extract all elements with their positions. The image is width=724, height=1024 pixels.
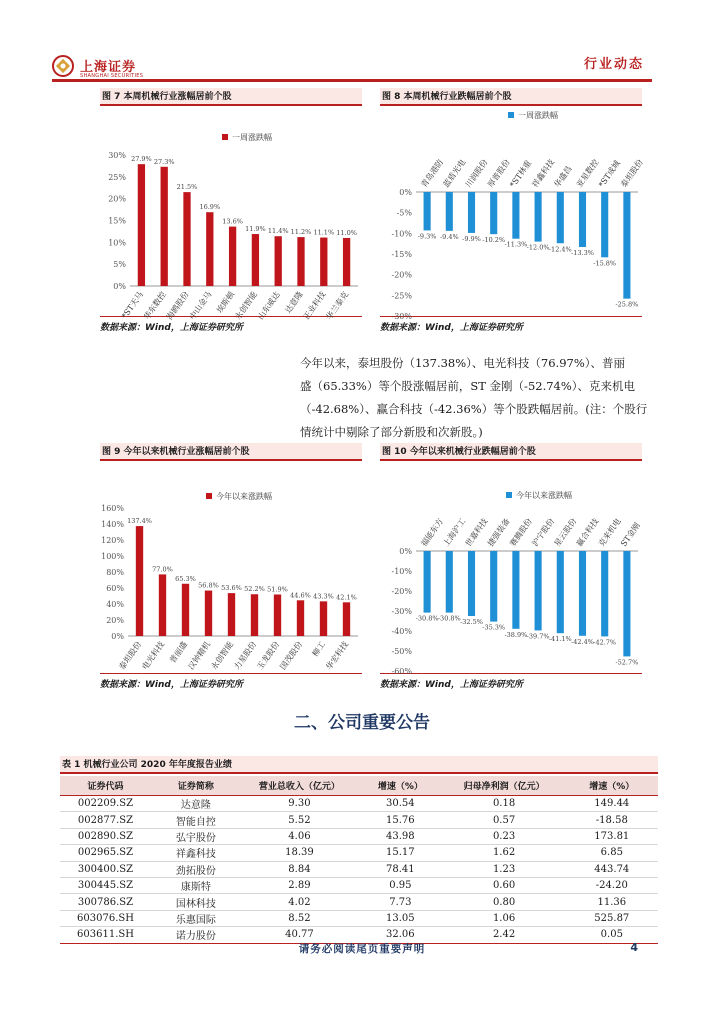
table-cell: 5.52	[241, 812, 358, 828]
bar	[228, 593, 235, 636]
bar	[468, 192, 475, 233]
table-cell: 国林科技	[151, 894, 241, 910]
y-tick-label: 0%	[113, 282, 126, 291]
table-cell: 7.73	[358, 894, 442, 910]
table-cell: 32.06	[358, 927, 442, 943]
x-tick-label: 上海沪工	[441, 516, 468, 549]
footer-disclaimer: 请务必阅读尾页重要声明	[298, 943, 426, 955]
table-cell: 1.23	[443, 861, 566, 877]
table-header-row	[60, 776, 658, 796]
table-cell: 78.41	[358, 861, 442, 877]
table-cell: 0.60	[443, 877, 566, 893]
bar	[512, 192, 519, 239]
table-cell: 173.81	[566, 828, 658, 844]
table-cell: 6.85	[566, 845, 658, 861]
data-label: 11.2%	[290, 228, 312, 237]
data-label: -13.3%	[571, 248, 594, 257]
x-tick-label: 福能东方	[419, 516, 446, 549]
figure-7-title: 图 7 本周机械行业涨幅居前个股	[100, 88, 362, 106]
bar	[623, 192, 630, 299]
legend-label: 今年以来涨跌幅	[216, 492, 272, 501]
table-cell: 劲拓股份	[151, 861, 241, 877]
x-tick-label: 电光科技	[140, 639, 167, 672]
table-cell: 诺力股份	[151, 927, 241, 943]
bar	[205, 591, 212, 636]
x-tick-label: 玉龙股份	[255, 639, 282, 672]
data-label: 56.8%	[198, 581, 219, 590]
paragraph-line: 今年以来，泰坦股份（137.38%）、电光科技（76.97%）、普丽	[300, 356, 626, 370]
bar	[343, 238, 350, 286]
y-tick-label: 60%	[106, 584, 124, 593]
table-cell: 智能自控	[151, 812, 241, 828]
table-cell: 40.77	[241, 927, 358, 943]
x-tick-label: 世嘉科技	[463, 516, 490, 549]
bar	[136, 526, 143, 636]
bar	[623, 551, 630, 656]
table-cell: 30.54	[358, 796, 442, 812]
table-title: 表 1 机械行业公司 2020 年年度报告业绩	[60, 756, 658, 774]
table-cell: 4.06	[241, 828, 358, 844]
bar	[320, 238, 327, 286]
bar	[579, 192, 586, 247]
x-tick-label: 埃斯顿	[215, 289, 237, 315]
data-label: -30.8%	[437, 614, 461, 623]
y-tick-label: -5%	[396, 208, 412, 218]
data-label: 77.0%	[152, 565, 173, 574]
column-header: 证券简称	[151, 776, 241, 796]
y-tick-label: -10%	[391, 567, 412, 576]
legend-swatch	[206, 493, 212, 499]
table-cell: 1.06	[443, 910, 566, 926]
table-cell: 300786.SZ	[60, 894, 151, 910]
table-cell: 15.17	[358, 845, 442, 861]
table-cell: 8.84	[241, 861, 358, 877]
data-label: 11.0%	[336, 228, 357, 237]
x-tick-label: 永创智能	[233, 289, 260, 322]
x-tick-label: 国茂股份	[278, 639, 305, 672]
bar	[424, 551, 431, 613]
data-label: 27.9%	[131, 155, 152, 164]
table-cell: 18.39	[241, 845, 358, 861]
x-tick-label: 正业科技	[301, 289, 328, 322]
company-logo	[52, 52, 192, 82]
table-cell: 525.87	[566, 910, 658, 926]
bar	[159, 574, 166, 636]
data-label: -35.3%	[482, 623, 506, 632]
x-tick-label: 达意隆	[283, 289, 305, 315]
data-label: 11.1%	[313, 228, 335, 237]
x-tick-label: 沪宁股份	[530, 516, 557, 549]
table-cell: 0.18	[443, 796, 566, 812]
table-cell: 149.44	[566, 796, 658, 812]
table-row	[60, 845, 658, 861]
table-cell: 0.05	[566, 927, 658, 943]
data-label: -41.1%	[548, 635, 572, 644]
logo-subtitle: SHANGHAI SECURITIES	[80, 73, 144, 79]
paragraph-line: （-42.68%）、赢合科技（-42.36%）等个股跌幅居前。(注：个股行	[300, 402, 648, 416]
data-label: -12.0%	[526, 243, 550, 252]
table-row	[60, 796, 658, 812]
table-cell: 0.57	[443, 812, 566, 828]
column-header: 归母净利润（亿元）	[443, 776, 566, 796]
table-cell: -24.20	[566, 877, 658, 893]
legend-label: 今年以来涨跌幅	[516, 491, 572, 500]
bar	[601, 551, 608, 636]
x-tick-label: 赛腾股份	[508, 516, 534, 549]
column-header: 增速（%）	[566, 776, 658, 796]
table-cell: 2.89	[241, 877, 358, 893]
figure-8-chart	[380, 106, 645, 321]
y-tick-label: 80%	[106, 568, 124, 577]
column-header: 证券代码	[60, 776, 151, 796]
x-tick-label: 普丽盛	[168, 639, 190, 665]
x-tick-label: *ST成城	[596, 158, 623, 190]
table-cell: 1.62	[443, 845, 566, 861]
table-cell: 300445.SZ	[60, 877, 151, 893]
data-label: -9.4%	[439, 232, 459, 241]
bar	[252, 234, 259, 286]
bar	[446, 192, 453, 231]
bar	[446, 551, 453, 613]
figure-9-chart	[100, 461, 362, 672]
x-tick-label: 泰坦股份	[117, 639, 144, 672]
y-tick-label: 20%	[106, 616, 124, 625]
data-label: -38.9%	[504, 630, 528, 639]
data-label: -9.9%	[462, 234, 481, 243]
table-cell: 603611.SH	[60, 927, 151, 943]
legend-swatch	[506, 492, 512, 498]
y-tick-label: -15%	[391, 250, 412, 259]
y-tick-label: 40%	[106, 600, 124, 609]
bar	[161, 167, 168, 286]
table-cell: 300400.SZ	[60, 861, 151, 877]
bar	[512, 551, 519, 629]
data-label: 27.3%	[153, 157, 175, 166]
y-tick-label: 25%	[108, 172, 126, 182]
page-number: 4	[630, 941, 638, 954]
figure-7-chart	[100, 106, 362, 322]
paragraph-line: 情统计中剔除了部分新股和次新股。)	[300, 425, 483, 439]
data-label: -15.8%	[593, 259, 617, 268]
data-label: -39.7%	[526, 632, 550, 641]
table-cell: 443.74	[566, 861, 658, 877]
table-cell: 002209.SZ	[60, 796, 151, 812]
x-tick-label: 山东威达	[256, 289, 282, 322]
bar	[251, 594, 258, 636]
table-row	[60, 828, 658, 844]
x-tick-label: 星云股份	[552, 516, 579, 549]
table-cell: 002890.SZ	[60, 828, 151, 844]
bar	[297, 600, 304, 636]
y-tick-label: 30%	[108, 151, 126, 160]
data-label: 11.4%	[267, 227, 289, 236]
table-cell: -18.58	[566, 812, 658, 828]
table-cell: 9.30	[241, 796, 358, 812]
bar	[424, 192, 431, 230]
x-tick-label: ST金刚	[619, 521, 642, 549]
table-cell: 0.80	[443, 894, 566, 910]
table-cell: 11.36	[566, 894, 658, 910]
x-tick-label: 青岛港防	[419, 157, 446, 190]
y-tick-label: 160%	[101, 504, 124, 513]
x-tick-label: 蓝盾光电	[441, 157, 468, 190]
table-cell: 002965.SZ	[60, 845, 151, 861]
table-cell: 弘宇股份	[151, 828, 241, 844]
legend-swatch	[508, 112, 514, 118]
section-title: 二、公司重要公告	[294, 713, 430, 733]
table-cell: 2.42	[443, 927, 566, 943]
y-tick-label: 140%	[101, 520, 124, 529]
y-tick-label: 120%	[101, 536, 124, 545]
y-tick-label: -20%	[391, 270, 412, 280]
table-cell: 达意隆	[151, 796, 241, 812]
table-row	[60, 861, 658, 877]
x-tick-label: 华东数控	[142, 289, 168, 322]
bar	[468, 551, 475, 616]
data-label: -42.7%	[593, 638, 617, 647]
column-header: 营业总收入（亿元）	[241, 776, 358, 796]
y-tick-label: -50%	[391, 647, 412, 656]
y-tick-label: 15%	[108, 216, 126, 226]
table-cell: 603076.SH	[60, 910, 151, 926]
data-label: 137.4%	[127, 517, 152, 526]
bar	[490, 551, 497, 622]
figure-8-source: 数据来源：Wind，上海证券研究所	[380, 316, 642, 333]
y-tick-label: -40%	[391, 627, 412, 636]
figure-9-title: 图 9 今年以来机械行业涨幅居前个股	[100, 443, 362, 461]
figure-9	[100, 443, 362, 690]
table-cell: 康斯特	[151, 877, 241, 893]
table-cell: 0.23	[443, 828, 566, 844]
bar	[343, 602, 350, 636]
figure-10-chart	[380, 461, 642, 676]
data-label: 43.3%	[313, 592, 334, 601]
x-tick-label: 捷强装备	[485, 516, 512, 549]
data-label: -42.4%	[571, 637, 594, 646]
bar	[229, 227, 236, 286]
y-tick-label: -30%	[391, 312, 412, 321]
bar	[183, 192, 190, 286]
x-tick-label: 克来机电	[596, 516, 623, 549]
data-label: 42.1%	[336, 593, 357, 602]
data-label: 65.3%	[175, 574, 196, 583]
bar	[182, 584, 189, 636]
legend-swatch	[222, 134, 228, 140]
x-tick-label: 中山金马	[187, 289, 214, 322]
x-tick-label: 汉钟精机	[186, 639, 213, 672]
body-paragraph	[300, 352, 657, 444]
table-cell: 祥鑫科技	[151, 845, 241, 861]
earnings-table	[60, 776, 658, 944]
data-label: 52.2%	[244, 585, 265, 594]
figure-10-title: 图 10 今年以来机械行业跌幅居前个股	[380, 443, 642, 461]
bar	[557, 192, 564, 243]
figure-7	[100, 88, 362, 333]
bar	[275, 236, 282, 286]
data-label: 11.9%	[245, 225, 266, 234]
data-label: -32.5%	[460, 618, 483, 626]
x-tick-label: *ST林重	[508, 158, 534, 190]
figure-8-title: 图 8 本周机械行业跌幅居前个股	[380, 88, 642, 106]
x-tick-label: 厚普股份	[485, 157, 512, 190]
y-tick-label: 10%	[108, 238, 126, 248]
x-tick-label: *ST天马	[119, 289, 146, 321]
y-tick-label: 0%	[399, 188, 412, 197]
x-tick-label: 亚星数控	[574, 157, 601, 190]
table-cell: 43.98	[358, 828, 442, 844]
data-label: -52.7%	[615, 658, 639, 667]
figure-8	[380, 88, 645, 333]
y-tick-label: -30%	[391, 607, 412, 616]
y-tick-label: -60%	[391, 667, 412, 676]
bar	[535, 551, 542, 630]
table-cell: 13.05	[358, 910, 442, 926]
y-tick-label: 0%	[399, 547, 412, 556]
x-tick-label: 泰坦股份	[619, 157, 645, 190]
bar	[274, 594, 281, 636]
y-tick-label: 5%	[113, 260, 126, 270]
logo-emblem-icon	[52, 55, 74, 77]
table-cell: 002877.SZ	[60, 812, 151, 828]
document-type: 行业动态	[583, 57, 644, 72]
table-body	[60, 796, 658, 944]
data-label: -10.2%	[482, 236, 506, 245]
bar	[297, 237, 304, 286]
table-row	[60, 910, 658, 926]
data-label: -9.3%	[417, 232, 437, 241]
data-label: 51.9%	[267, 585, 288, 594]
x-tick-label: 华兰泰克	[324, 289, 351, 322]
x-tick-label: 柳工	[310, 639, 328, 659]
x-tick-label: 力星股份	[232, 639, 259, 672]
x-tick-label: 赢合科技	[574, 516, 601, 549]
bar	[206, 212, 213, 286]
legend-label: 一周涨跌幅	[232, 133, 272, 142]
bar	[557, 551, 564, 633]
data-label: 13.6%	[222, 217, 243, 226]
table-row	[60, 877, 658, 893]
x-tick-label: 祥鑫科技	[530, 157, 557, 190]
x-tick-label: 华盛昌	[552, 164, 574, 190]
data-label: -30.8%	[415, 614, 439, 623]
table-cell: 0.95	[358, 877, 442, 893]
table-cell: 15.76	[358, 812, 442, 828]
data-label: -25.8%	[615, 300, 639, 309]
y-tick-label: 0%	[111, 632, 124, 641]
logo-name: 上海证券	[80, 60, 137, 75]
data-label: 53.6%	[221, 584, 242, 593]
x-tick-label: 海鸥股份	[164, 289, 191, 322]
bar	[535, 192, 542, 242]
bar	[138, 164, 145, 286]
data-label: -12.4%	[548, 245, 572, 254]
paragraph-line: 盛（65.33%）等个股涨幅居前，ST 金刚（-52.74%）、克来机电	[300, 379, 636, 393]
table-cell: 4.02	[241, 894, 358, 910]
figure-10	[380, 443, 642, 690]
bar	[490, 192, 497, 234]
x-tick-label: 永创智能	[209, 639, 236, 672]
column-header: 增速（%）	[358, 776, 442, 796]
figure-7-source: 数据来源：Wind，上海证券研究所	[100, 316, 362, 333]
data-label: -11.3%	[504, 240, 528, 249]
table-cell: 8.52	[241, 910, 358, 926]
bar	[601, 192, 608, 257]
header-rule	[52, 79, 652, 82]
x-tick-label: 川润股份	[463, 157, 490, 190]
table-row	[60, 812, 658, 828]
y-tick-label: -20%	[391, 587, 412, 596]
y-tick-label: 100%	[101, 552, 124, 561]
data-label: 16.9%	[199, 203, 221, 212]
bar	[320, 601, 327, 636]
x-tick-label: 华宏科技	[324, 639, 351, 672]
y-tick-label: -25%	[391, 291, 412, 301]
y-tick-label: 20%	[108, 194, 126, 204]
figure-10-source: 数据来源：Wind，上海证券研究所	[380, 673, 642, 690]
figure-9-source: 数据来源：Wind，上海证券研究所	[100, 673, 362, 690]
y-tick-label: -10%	[391, 229, 412, 239]
bar	[579, 551, 586, 636]
legend-label: 一周涨跌幅	[518, 111, 558, 120]
data-label: 44.6%	[290, 591, 311, 600]
table-row	[60, 894, 658, 910]
table-cell: 乐惠国际	[151, 910, 241, 926]
data-label: 21.5%	[176, 183, 198, 192]
